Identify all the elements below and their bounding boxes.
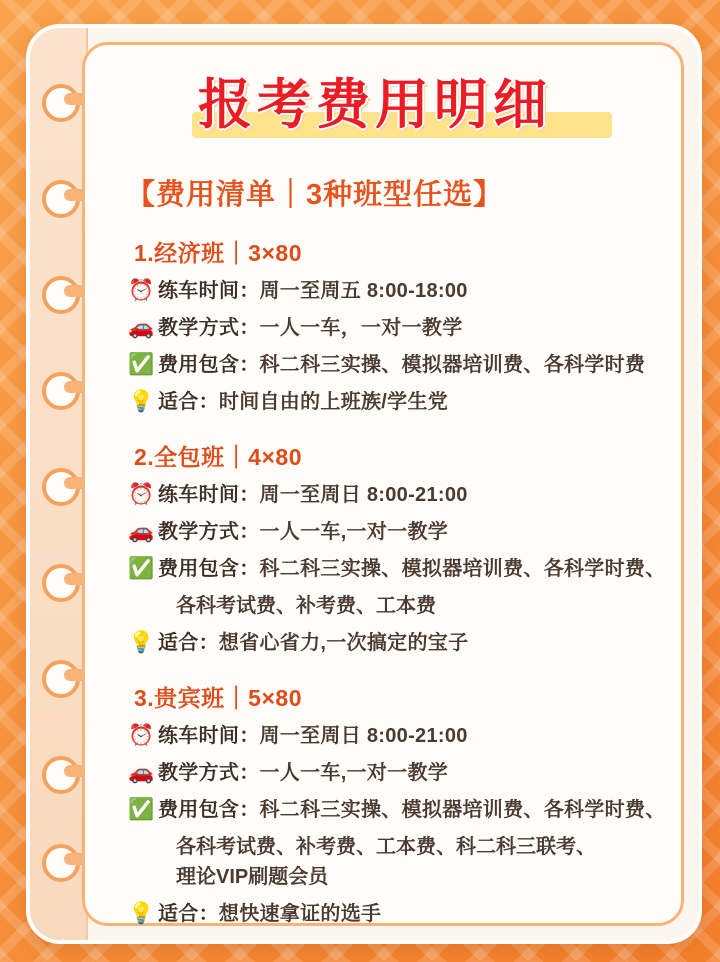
plan-row-time xyxy=(128,480,674,510)
car-icon: 🚗 xyxy=(128,761,155,784)
subtitle: 【费用清单｜3种班型任选】 xyxy=(126,179,504,211)
bulb-icon: 💡 xyxy=(128,631,155,654)
plan-row-time xyxy=(128,721,674,751)
clock-icon: ⏰ xyxy=(128,483,155,506)
row-label: 费用包含： xyxy=(158,354,260,376)
bulb-icon: 💡 xyxy=(128,902,155,925)
row-value: 周一至周日 8:00-21:00 xyxy=(259,725,468,747)
plan-row-suitable xyxy=(128,628,674,658)
plan-row-text xyxy=(158,387,448,417)
row-value: 一人一车,一对一教学 xyxy=(259,762,449,784)
car-icon: 🚗 xyxy=(128,520,155,543)
row-label: 教学方式： xyxy=(158,317,260,339)
row-label: 练车时间： xyxy=(158,725,260,747)
row-value: 科二科三实操、模拟器培训费、各科学时费、 xyxy=(259,799,666,821)
plan-heading: 2.全包班｜4×80 xyxy=(134,444,302,470)
plan-row-text xyxy=(158,276,468,306)
plan-row-includes-continued: 各科考试费、补考费、工本费 xyxy=(176,595,436,617)
row-label: 适合： xyxy=(158,632,219,654)
row-value: 一人一车，一对一教学 xyxy=(259,317,463,339)
plan-row-includes xyxy=(128,795,674,825)
plan-row-text xyxy=(158,554,666,584)
plan-row-text xyxy=(158,350,645,380)
plan-section xyxy=(110,439,674,658)
row-label: 费用包含： xyxy=(158,799,260,821)
row-label: 适合： xyxy=(158,391,219,413)
row-value: 科二科三实操、模拟器培训费、各科学时费 xyxy=(259,354,646,376)
plan-row-includes-continued: 理论VIP刷题会员 xyxy=(176,866,329,888)
bulb-icon: 💡 xyxy=(128,390,155,413)
plan-row-method xyxy=(128,758,674,788)
plan-heading: 3.贵宾班｜5×80 xyxy=(134,685,302,711)
notebook-card xyxy=(26,24,702,944)
row-label: 适合： xyxy=(158,903,219,925)
plan-row-includes-continued: 各科考试费、补考费、工本费、科二科三联考、 xyxy=(176,836,596,858)
plan-row-includes xyxy=(128,350,674,380)
row-value: 想省心省力,一次搞定的宝子 xyxy=(218,632,469,654)
row-value: 科二科三实操、模拟器培训费、各科学时费、 xyxy=(259,558,666,580)
row-label: 练车时间： xyxy=(158,484,260,506)
plan-row-suitable xyxy=(128,387,674,417)
notebook-binding xyxy=(30,28,88,940)
plan-row-includes xyxy=(128,554,674,584)
plan-row-suitable xyxy=(128,899,674,929)
row-label: 费用包含： xyxy=(158,558,260,580)
plan-row-text xyxy=(158,899,381,929)
row-value: 周一至周五 8:00-18:00 xyxy=(259,280,468,302)
row-label: 教学方式： xyxy=(158,762,260,784)
car-icon: 🚗 xyxy=(128,316,155,339)
row-value: 周一至周日 8:00-21:00 xyxy=(259,484,468,506)
clock-icon: ⏰ xyxy=(128,724,155,747)
plan-row-text xyxy=(158,721,468,751)
plan-row-text xyxy=(158,795,666,825)
row-value: 想快速拿证的选手 xyxy=(218,903,382,925)
title-block xyxy=(198,68,628,154)
check-icon: ✅ xyxy=(128,557,155,580)
row-value: 一人一车,一对一教学 xyxy=(259,521,449,543)
plan-row-text xyxy=(158,628,468,658)
page-title: 报考费用明细 xyxy=(198,75,552,135)
row-label: 练车时间： xyxy=(158,280,260,302)
plan-row-text xyxy=(158,758,448,788)
plan-row-method xyxy=(128,313,674,343)
plan-row-text xyxy=(158,517,448,547)
clock-icon: ⏰ xyxy=(128,279,155,302)
plan-section xyxy=(110,235,674,417)
plan-row-method xyxy=(128,517,674,547)
check-icon: ✅ xyxy=(128,798,155,821)
plan-heading: 1.经济班｜3×80 xyxy=(134,240,302,266)
row-value: 时间自由的上班族/学生党 xyxy=(218,391,449,413)
plan-row-text xyxy=(158,313,463,343)
plan-row-time xyxy=(128,276,674,306)
plan-row-text xyxy=(158,480,468,510)
row-label: 教学方式： xyxy=(158,521,260,543)
check-icon: ✅ xyxy=(128,353,155,376)
plan-section xyxy=(110,680,674,929)
poster-content xyxy=(110,68,674,925)
